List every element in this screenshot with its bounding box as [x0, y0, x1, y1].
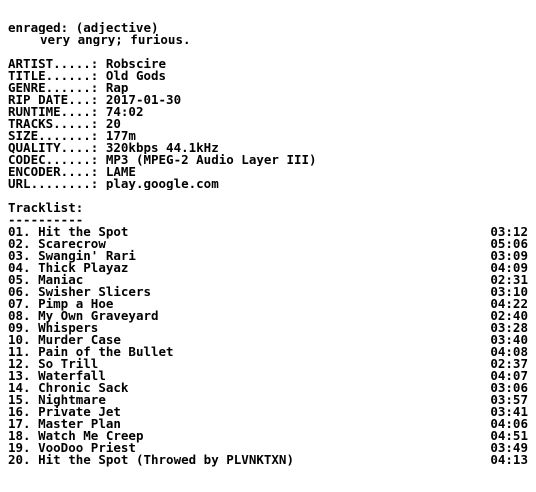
metadata-value: LAME [105, 166, 136, 178]
track-duration: 04:22 [490, 296, 528, 311]
track-duration: 04:09 [490, 260, 528, 275]
metadata-key: QUALITY....: [8, 142, 99, 154]
track-title: Pimp a Hoe [38, 296, 114, 311]
track-number: 02. [8, 236, 31, 251]
metadata-value: MP3 (MPEG-2 Audio Layer III) [105, 154, 317, 166]
metadata-value: 20 [105, 118, 121, 130]
track-number: 18. [8, 428, 31, 443]
metadata-value: play.google.com [105, 178, 219, 190]
track-duration: 04:06 [490, 416, 528, 431]
track-duration: 03:40 [490, 332, 528, 347]
metadata-row [8, 70, 528, 82]
track-title: VooDoo Priest [38, 440, 136, 455]
track-number: 19. [8, 440, 31, 455]
metadata-key: GENRE......: [8, 82, 99, 94]
metadata-row [8, 106, 528, 118]
track-duration: 02:40 [490, 308, 528, 323]
metadata-key: TITLE......: [8, 70, 99, 82]
metadata-row [8, 154, 528, 166]
metadata-row [8, 58, 528, 70]
track-duration: 02:31 [490, 272, 528, 287]
track-number: 07. [8, 296, 31, 311]
track-duration: 03:12 [490, 224, 528, 239]
track-number: 08. [8, 308, 31, 323]
metadata-key: TRACKS.....: [8, 118, 99, 130]
track-title: So Trill [38, 356, 99, 371]
track-title: Chronic Sack [38, 380, 129, 395]
track-title: Private Jet [38, 404, 121, 419]
track-duration: 04:51 [490, 428, 528, 443]
track-duration: 05:06 [490, 236, 528, 251]
metadata-key: RUNTIME....: [8, 106, 99, 118]
metadata-key: URL........: [8, 178, 99, 190]
metadata-value: Rap [105, 82, 129, 94]
track-title: Waterfall [38, 368, 106, 383]
metadata-key: ARTIST.....: [8, 58, 99, 70]
track-duration: 03:57 [490, 392, 528, 407]
metadata-value: 2017-01-30 [105, 94, 182, 106]
spacer [8, 46, 528, 58]
metadata-block [8, 58, 528, 190]
definition-term: enraged: (adjective) [8, 22, 159, 34]
metadata-key: SIZE.......: [8, 130, 99, 142]
track-title: Scarecrow [38, 236, 106, 251]
track-title: Watch Me Creep [38, 428, 144, 443]
track-row [8, 454, 528, 466]
track-duration: 03:28 [490, 320, 528, 335]
track-duration: 03:09 [490, 248, 528, 263]
metadata-row [8, 166, 528, 178]
track-number: 17. [8, 416, 31, 431]
track-number: 01. [8, 224, 31, 239]
track-number: 05. [8, 272, 31, 287]
track-duration: 04:07 [490, 368, 528, 383]
metadata-row [8, 142, 528, 154]
definition-meaning: very angry; furious. [40, 34, 191, 46]
tracklist [8, 226, 528, 466]
tracklist-rule: ---------- [8, 214, 84, 226]
track-title: Thick Playaz [38, 260, 129, 275]
track-title: Hit the Spot (Throwed by PLVNKTXN) [38, 452, 294, 467]
track-title: Swangin' Rari [38, 248, 136, 263]
track-title: Master Plan [38, 416, 121, 431]
track-title: Maniac [38, 272, 84, 287]
track-title: Hit the Spot [38, 224, 129, 239]
track-title: Nightmare [38, 392, 106, 407]
metadata-row [8, 130, 528, 142]
metadata-row [8, 118, 528, 130]
track-number: 20. [8, 452, 31, 467]
metadata-value: 74:02 [105, 106, 144, 118]
metadata-value: Robscire [105, 58, 167, 70]
track-number: 13. [8, 368, 31, 383]
track-number: 15. [8, 392, 31, 407]
spacer [8, 190, 528, 202]
track-duration: 02:37 [490, 356, 528, 371]
track-number: 03. [8, 248, 31, 263]
metadata-value: Old Gods [105, 70, 167, 82]
metadata-key: CODEC......: [8, 154, 99, 166]
track-number: 06. [8, 284, 31, 299]
nfo-document [8, 22, 528, 466]
track-number: 12. [8, 356, 31, 371]
track-duration: 04:13 [490, 452, 528, 467]
track-title: My Own Graveyard [38, 308, 159, 323]
metadata-key: ENCODER....: [8, 166, 99, 178]
metadata-key: RIP DATE...: [8, 94, 99, 106]
track-number: 14. [8, 380, 31, 395]
track-row [8, 262, 528, 274]
track-number: 11. [8, 344, 31, 359]
track-title: Pain of the Bullet [38, 344, 174, 359]
track-number: 04. [8, 260, 31, 275]
tracklist-heading: Tracklist: [8, 202, 84, 214]
metadata-row [8, 82, 528, 94]
track-number: 10. [8, 332, 31, 347]
track-duration: 04:08 [490, 344, 528, 359]
track-duration: 03:10 [490, 284, 528, 299]
track-title: Swisher Slicers [38, 284, 151, 299]
metadata-value: 320kbps 44.1kHz [105, 142, 219, 154]
track-duration: 03:06 [490, 380, 528, 395]
track-duration: 03:49 [490, 440, 528, 455]
track-number: 09. [8, 320, 31, 335]
track-duration: 03:41 [490, 404, 528, 419]
metadata-row [8, 178, 528, 190]
metadata-row [8, 94, 528, 106]
track-title: Murder Case [38, 332, 121, 347]
track-title: Whispers [38, 320, 99, 335]
metadata-value: 177m [105, 130, 136, 142]
track-number: 16. [8, 404, 31, 419]
